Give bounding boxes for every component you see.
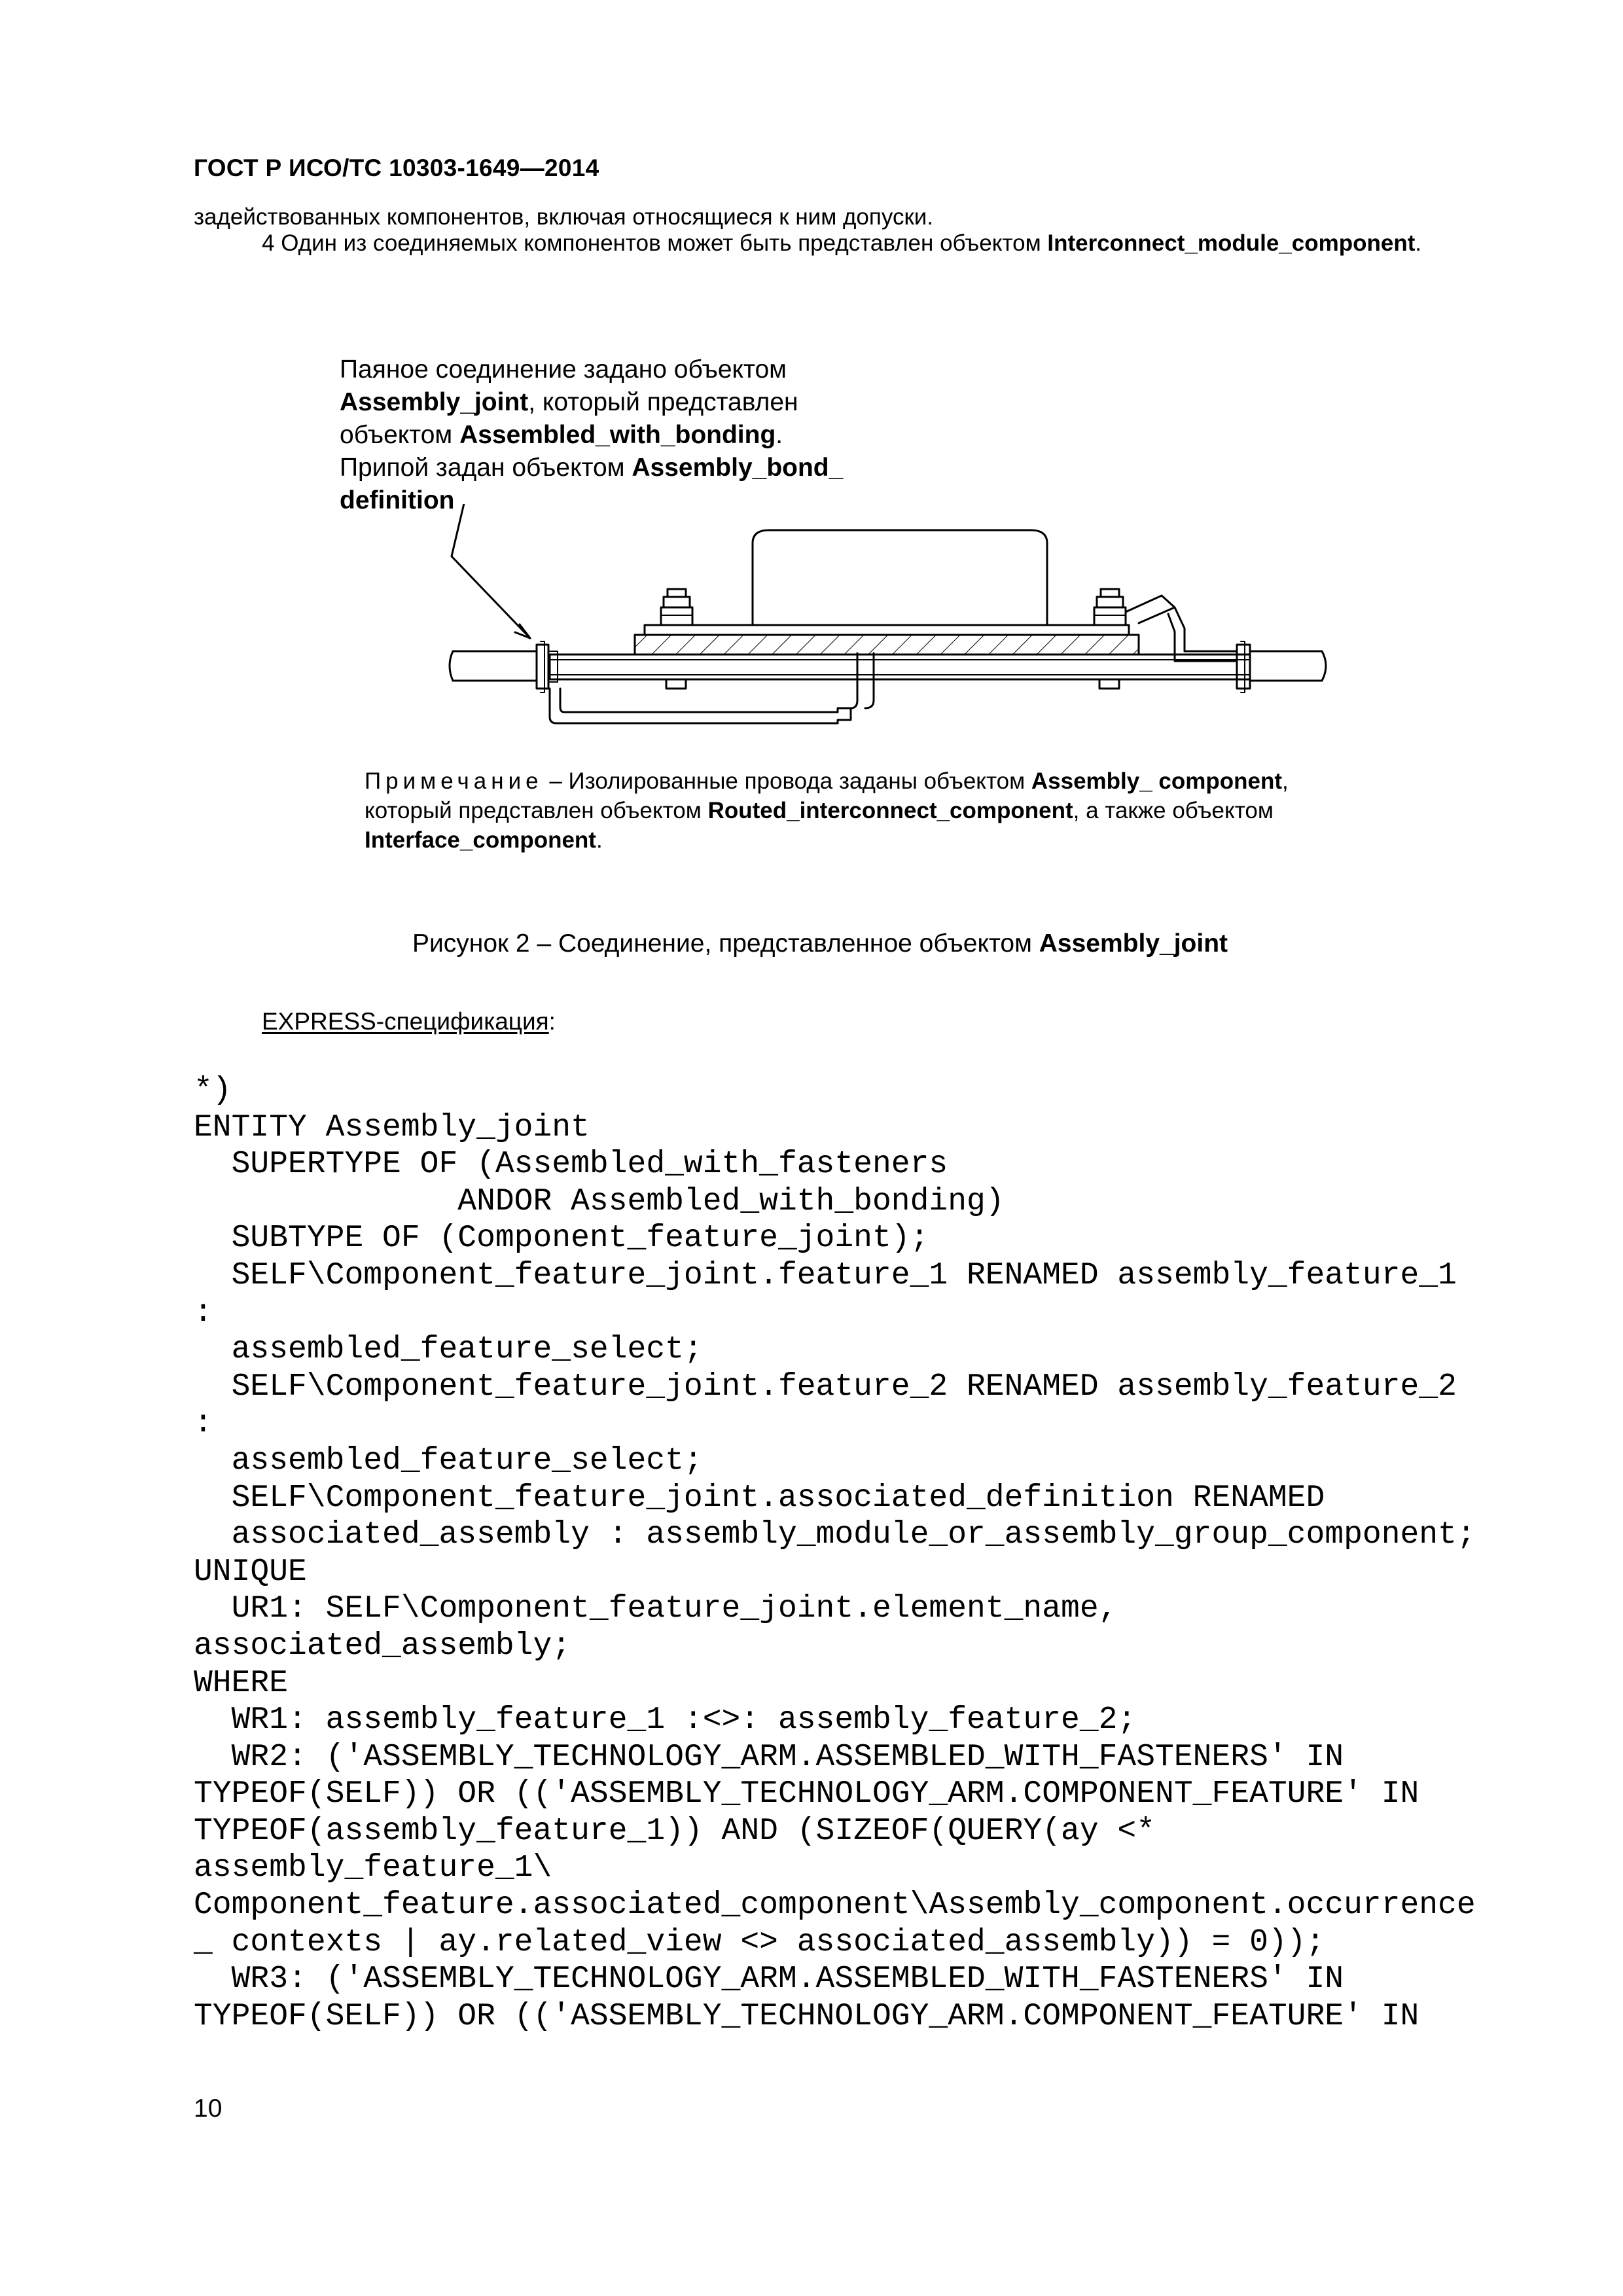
- item-4-entity: Interconnect_module_component: [1047, 230, 1416, 256]
- leader-line: [452, 504, 530, 638]
- note-entity-1: Assembly_ component: [1031, 768, 1283, 794]
- callout-entity-1: Assembly_joint: [340, 388, 529, 416]
- callout-line-1: Паяное соединение задано объектом: [340, 355, 787, 384]
- express-colon: :: [548, 1008, 556, 1035]
- wire-riser: [851, 653, 874, 708]
- document-header: ГОСТ Р ИСО/ТС 10303-1649—2014: [194, 154, 599, 181]
- board-left: [450, 651, 537, 681]
- callout-line-4: [340, 452, 843, 484]
- callout-line-4-text: Припой задан объектом: [340, 454, 632, 482]
- callout-entity-2: Assembled_with_bonding: [459, 421, 776, 449]
- item-4-period: .: [1415, 230, 1422, 256]
- insulated-wire-bottom: [550, 689, 851, 723]
- screw-left: [661, 589, 692, 625]
- caption-text: Рисунок 2 – Соединение, представленное объектом: [412, 929, 1039, 958]
- item-4-text: 4 Один из соединяемых компонентов может быть представлен объектом: [262, 230, 1048, 256]
- callout-entity-3-cont: definition: [340, 486, 455, 514]
- main-board: [550, 655, 1250, 679]
- note-label: Примечание: [365, 768, 543, 794]
- note-line-3: [365, 825, 1289, 855]
- page-number: 10: [194, 2094, 223, 2123]
- nut-right: [1099, 679, 1119, 689]
- note-line-2: [365, 796, 1289, 825]
- note-line-1: [365, 766, 1289, 796]
- callout-line-2-text: , который представлен: [528, 388, 798, 416]
- assembly-joint-drawing: [393, 504, 1355, 740]
- callout-line-3: [340, 419, 843, 452]
- callout-entity-3: Assembly_bond_: [632, 454, 844, 482]
- callout-line-3-post: .: [776, 421, 783, 449]
- board-right: [1250, 651, 1326, 681]
- solder-joint-right: [1237, 645, 1250, 689]
- note-entity-2: Routed_interconnect_component: [707, 798, 1073, 823]
- note-line-2-text: который представлен объектом: [365, 798, 708, 823]
- note-line-1-text: – Изолированные провода заданы объектом: [543, 768, 1031, 794]
- express-code-block: *) ENTITY Assembly_joint SUPERTYPE OF (Assembled_with_fasteners ANDOR Assembled_with_bonding) SUBTYPE OF (Component_feature_joint); SELF\Component_feature_joint.feature_1 RENAMED assembly_feature_1 : assembled_feature_select; SELF\Component_feature_joint.feature_2 RENAMED assembly_feature_2 : assembled_feature_select; SELF\Component_feature_joint.associated_definition RENAMED associated_assembly : assembly_module_or_assembly_group_component; UNIQUE UR1: SELF\Component_feature_joint.element_name, associated_assembly; WHERE WR1: assembly_feature_1 :<>: assembly_feature_2; WR2: ('ASSEMBLY_TECHNOLOGY_ARM.ASSEMBLED_WITH_FASTENERS' IN TYPEOF(SELF)) OR (('ASSEMBLY_TECHNOLOGY_ARM.COMPONENT_FEATURE' IN TYPEOF(assembly_feature_1)) AND (SIZEOF(QUERY(ay <* assembly_feature_1\ Component_feature.associated_component\Assembly_component.occurrence _ contexts | ay.related_view <> associated_assembly)) = 0)); WR3: ('ASSEMBLY_TECHNOLOGY_ARM.ASSEMBLED_WITH_FASTENERS' IN TYPEOF(SELF)) OR (('ASSEMBLY_TECHNOLOGY_ARM.COMPONENT_FEATURE' IN: [194, 1073, 1476, 2034]
- solder-joint-left: [537, 645, 548, 689]
- paragraph-continuation: задействованных компонентов, включая относящиеся к ним допуски.: [194, 204, 934, 230]
- callout-line-3-text: объектом: [340, 421, 460, 449]
- note-line-3-post: .: [596, 827, 603, 853]
- callout-line-2: [340, 386, 843, 419]
- caption-entity: Assembly_joint: [1039, 929, 1228, 958]
- nut-left: [666, 679, 686, 689]
- express-label: EXPRESS-спецификация: [262, 1008, 549, 1035]
- note-line-2-post: , а также объектом: [1073, 798, 1274, 823]
- connector-housing: [753, 530, 1047, 625]
- screw-right: [1094, 589, 1126, 625]
- note-entity-3: Interface_component: [365, 827, 596, 853]
- insulated-wire-right: [1126, 596, 1175, 623]
- paragraph-item-4: [262, 230, 1421, 257]
- figure-caption: [412, 929, 1228, 958]
- express-heading: [262, 1008, 556, 1035]
- figure-note: [365, 766, 1289, 855]
- note-line-1-post: ,: [1282, 768, 1289, 794]
- figure-callout: [340, 353, 843, 517]
- hatched-plate: [635, 635, 1139, 655]
